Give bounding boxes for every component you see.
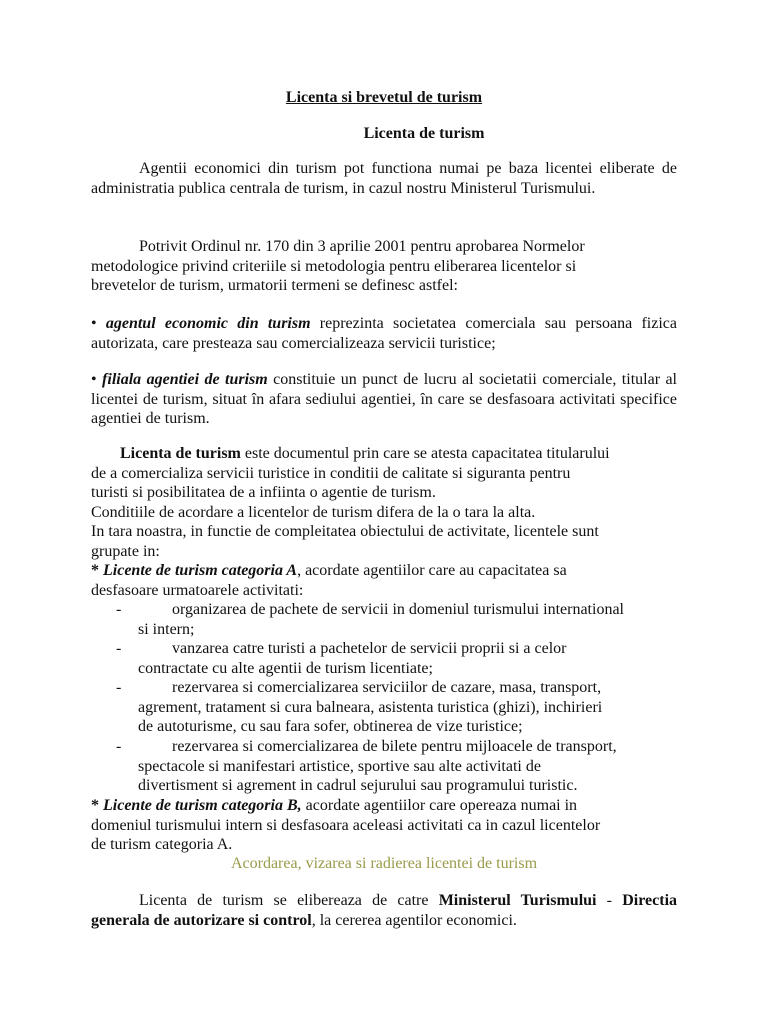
licenta-line-5: In tara noastra, in functie de compleitatea obiectului de activitate, licentele sunt bbox=[91, 523, 599, 540]
list-dash: - bbox=[116, 601, 122, 618]
term-agent-economic: agentul economic din turism bbox=[105, 315, 311, 332]
definition-text-2: constituie un punct de lucru al societatii comerciale, titular al licentei de turism, situat în afara sediului agentiei, în care se desfasoara activitati specifice agentiei de turism. bbox=[91, 371, 677, 427]
category-a-line-1: , acordate agentiilor care au capacitatea sa bbox=[297, 562, 567, 579]
star-a: * bbox=[91, 562, 103, 579]
eliberare-end: , la cererea agentilor economici. bbox=[311, 911, 517, 929]
list-item bbox=[116, 639, 676, 678]
term-filiala: filiala agentiei de turism bbox=[102, 371, 268, 388]
paragraph-intro: Agentii economici din turism pot functiona numai pe baza licentei eliberate de administratia publica centrala de turism, in cazul nostru Ministerul Turismului. bbox=[91, 160, 677, 197]
term-category-a: Licente de turism categoria A bbox=[103, 562, 298, 579]
document-title: Licenta si brevetul de turism bbox=[285, 89, 483, 106]
ministerul-turismului: Ministerul Turismului bbox=[438, 892, 597, 909]
definition-agent-economic bbox=[91, 314, 677, 353]
paragraph-eliberare bbox=[91, 891, 677, 930]
licenta-line-6: grupate in: bbox=[91, 542, 160, 560]
definition-text-1: reprezinta societatea comerciala sau persoana fizica autorizata, care presteaza sau comercializeaza servicii turistice; bbox=[91, 315, 677, 352]
licenta-line-4: Conditiile de acordare a licentelor de turism difera de la o tara la alta. bbox=[91, 503, 536, 521]
directia-generala: Directia generala de autorizare si control bbox=[91, 892, 678, 929]
licenta-line-3: turisti si posibilitatea de a infiinta o agentie de turism. bbox=[91, 484, 436, 501]
term-licenta: Licenta de turism bbox=[120, 445, 241, 462]
eliberare-text: Licenta de turism se elibereaza de catre bbox=[139, 892, 439, 909]
eliberare-dash: - bbox=[596, 892, 613, 909]
licenta-line-1: este documentul prin care se atesta capacitatea titularului bbox=[240, 445, 610, 462]
category-b-line-1: acordate agentiilor care opereaza numai in bbox=[301, 797, 578, 814]
list-item-line: de autoturisme, cu sau fara sofer, obtinerea de vize turistice; bbox=[138, 718, 523, 735]
term-category-b: Licente de turism categoria B, bbox=[103, 797, 302, 814]
list-item-line: contractate cu alte agentii de turism licentiate; bbox=[138, 659, 433, 677]
category-a-line-2: desfasoare urmatoarele activitati: bbox=[91, 581, 304, 599]
list-item-line: agrement, tratament si cura balneara, asistenta turistica (ghizi), inchirieri bbox=[138, 698, 603, 716]
list-item-line: spectacole si manifestari artistice, sportive sau alte activitati de bbox=[138, 757, 541, 775]
section-subtitle: Licenta de turism bbox=[363, 125, 485, 142]
bullet-2: • bbox=[91, 371, 103, 388]
definition-filiala bbox=[91, 370, 677, 429]
list-item-line: rezervarea si comercializarea de bilete pentru mijloacele de transport, bbox=[172, 738, 617, 755]
section-heading-acordarea: Acordarea, vizarea si radierea licentei de turism bbox=[230, 855, 538, 872]
list-dash: - bbox=[116, 738, 122, 755]
category-b-line-2: domeniul turismului intern si desfasoara aceleasi activitati ca in cazul licentelor bbox=[91, 816, 601, 834]
ordin-line-2: metodologice privind criteriile si metodologia pentru eliberarea licentelor si bbox=[91, 257, 577, 275]
list-item-line: organizarea de pachete de servicii in domeniul turismului international bbox=[172, 601, 624, 618]
paragraph-licenta bbox=[91, 444, 610, 561]
list-item-line: divertisment si agrement in cadrul sejurului sau programului turistic. bbox=[138, 777, 578, 794]
category-a bbox=[91, 561, 567, 600]
star-b: * bbox=[91, 797, 103, 814]
ordin-line-1: Potrivit Ordinul nr. 170 din 3 aprilie 2001 pentru aprobarea Normelor bbox=[139, 238, 585, 255]
category-b-line-3: de turism categoria A. bbox=[91, 836, 233, 853]
list-item-line: rezervarea si comercializarea serviciilor de cazare, masa, transport, bbox=[172, 679, 602, 696]
list-dash: - bbox=[116, 679, 122, 696]
bullet-1: • bbox=[91, 315, 106, 332]
licenta-line-2: de a comercializa servicii turistice in conditii de calitate si siguranta pentru bbox=[91, 464, 571, 482]
list-item-line: si intern; bbox=[138, 620, 195, 638]
list-item-line: vanzarea catre turisti a pachetelor de servicii proprii si a celor bbox=[172, 640, 567, 657]
list-item bbox=[116, 737, 676, 795]
list-dash: - bbox=[116, 640, 122, 657]
list-item bbox=[116, 600, 676, 639]
category-b bbox=[91, 796, 600, 855]
ordin-line-3: brevetelor de turism, urmatorii termeni se definesc astfel: bbox=[91, 277, 458, 294]
paragraph-ordin bbox=[91, 237, 585, 296]
list-item bbox=[116, 678, 676, 736]
